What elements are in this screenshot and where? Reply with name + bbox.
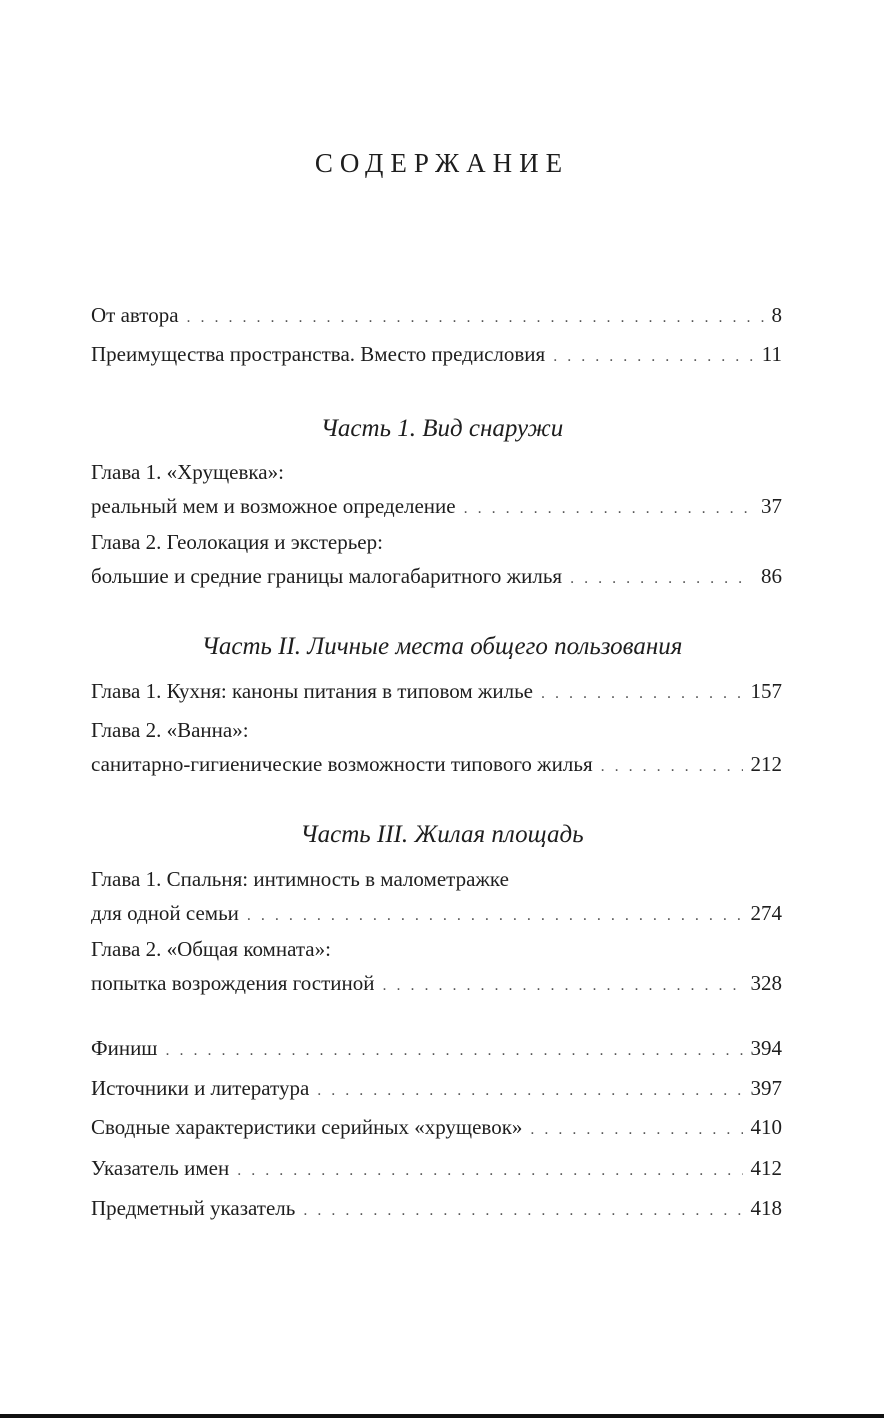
toc-entry-page: 397 (750, 1076, 782, 1100)
dot-leader (383, 969, 743, 1003)
toc-entry (91, 455, 782, 526)
toc-entry-title: попытка возрождения гостиной (91, 971, 375, 995)
dot-leader (464, 492, 753, 526)
dot-leader (570, 562, 753, 596)
toc-entry-heading: Глава 1. «Хрущевка»: (91, 460, 284, 484)
toc-entry-line (91, 1110, 782, 1147)
toc-entry-line (91, 559, 782, 596)
toc-entry-title: Преимущества пространства. Вместо предисловия (91, 342, 546, 366)
toc-entry-line (91, 1071, 782, 1108)
toc-entry-line (91, 747, 782, 784)
part-heading: Часть II. Личные места общего пользования (201, 633, 683, 660)
toc-entry-line (91, 1151, 782, 1188)
toc-entry-line (91, 896, 782, 933)
dot-leader (237, 1154, 742, 1188)
toc-entry-page: 86 (761, 564, 782, 588)
toc-entry-page: 212 (750, 752, 782, 776)
toc-entry (91, 862, 782, 933)
dot-leader (541, 677, 743, 711)
dot-leader (317, 1074, 742, 1108)
toc-entry (91, 932, 782, 1003)
toc-entry (91, 1110, 782, 1147)
toc-entry (91, 1071, 782, 1108)
dot-leader (187, 301, 764, 335)
toc-entry-page: 8 (771, 303, 782, 327)
toc-entry-title: для одной семьи (91, 901, 239, 925)
part-heading: Часть 1. Вид снаружи (320, 415, 564, 442)
toc-entry (91, 298, 782, 335)
bottom-edge-rule (0, 1414, 884, 1418)
toc-entry-title: Глава 1. Кухня: каноны питания в типовом жилье (91, 679, 533, 703)
toc-entry-line (91, 1031, 782, 1068)
toc-entry-title: От автора (91, 303, 179, 327)
toc-entry-page: 410 (750, 1115, 782, 1139)
toc-entry-line (91, 966, 782, 1003)
toc-entry-title: Источники и литература (91, 1076, 310, 1100)
toc-entry (91, 1151, 782, 1188)
toc-entry-page: 328 (750, 971, 782, 995)
dot-leader (553, 340, 754, 374)
dot-leader (247, 899, 743, 933)
toc-entry-page: 37 (761, 494, 782, 518)
toc-entry-heading: Глава 1. Спальня: интимность в малометражке (91, 867, 509, 891)
toc-entry-line (91, 1191, 782, 1228)
page-title: СОДЕРЖАНИЕ (314, 148, 570, 178)
toc-entry-title: Финиш (91, 1036, 158, 1060)
toc-entry-page: 412 (750, 1156, 782, 1180)
toc-entry (91, 1191, 782, 1228)
toc-entry-page: 394 (750, 1036, 782, 1060)
toc-entry (91, 525, 782, 596)
toc-entry-heading: Глава 2. Геолокация и экстерьер: (91, 530, 383, 554)
toc-entry-page: 418 (750, 1196, 782, 1220)
toc-entry-title: Предметный указатель (91, 1196, 296, 1220)
toc-entry (91, 1031, 782, 1068)
toc-entry (91, 713, 782, 784)
toc-entry-page: 11 (761, 342, 782, 366)
toc-entry-title: реальный мем и возможное определение (91, 494, 456, 518)
toc-entry-page: 157 (750, 679, 782, 703)
toc-entry-line (91, 674, 782, 711)
toc-entry-heading: Глава 2. «Общая комната»: (91, 937, 331, 961)
toc-entry-heading: Глава 2. «Ванна»: (91, 718, 249, 742)
toc-entry (91, 674, 782, 711)
toc-entry-title: большие и средние границы малогабаритного жилья (91, 564, 563, 588)
toc-entry-title: Сводные характеристики серийных «хрущевок» (91, 1115, 523, 1139)
toc-entry-title: Указатель имен (91, 1156, 230, 1180)
toc-entry-line (91, 298, 782, 335)
part-heading: Часть III. Жилая площадь (300, 821, 584, 848)
toc-entry-title: санитарно-гигиенические возможности типового жилья (91, 752, 593, 776)
dot-leader (601, 750, 743, 784)
toc-entry-line (91, 489, 782, 526)
toc-entry-page: 274 (750, 901, 782, 925)
toc-entry-line (91, 337, 782, 374)
dot-leader (530, 1113, 742, 1147)
dot-leader (165, 1034, 742, 1068)
toc-entry (91, 337, 782, 374)
dot-leader (303, 1194, 742, 1228)
